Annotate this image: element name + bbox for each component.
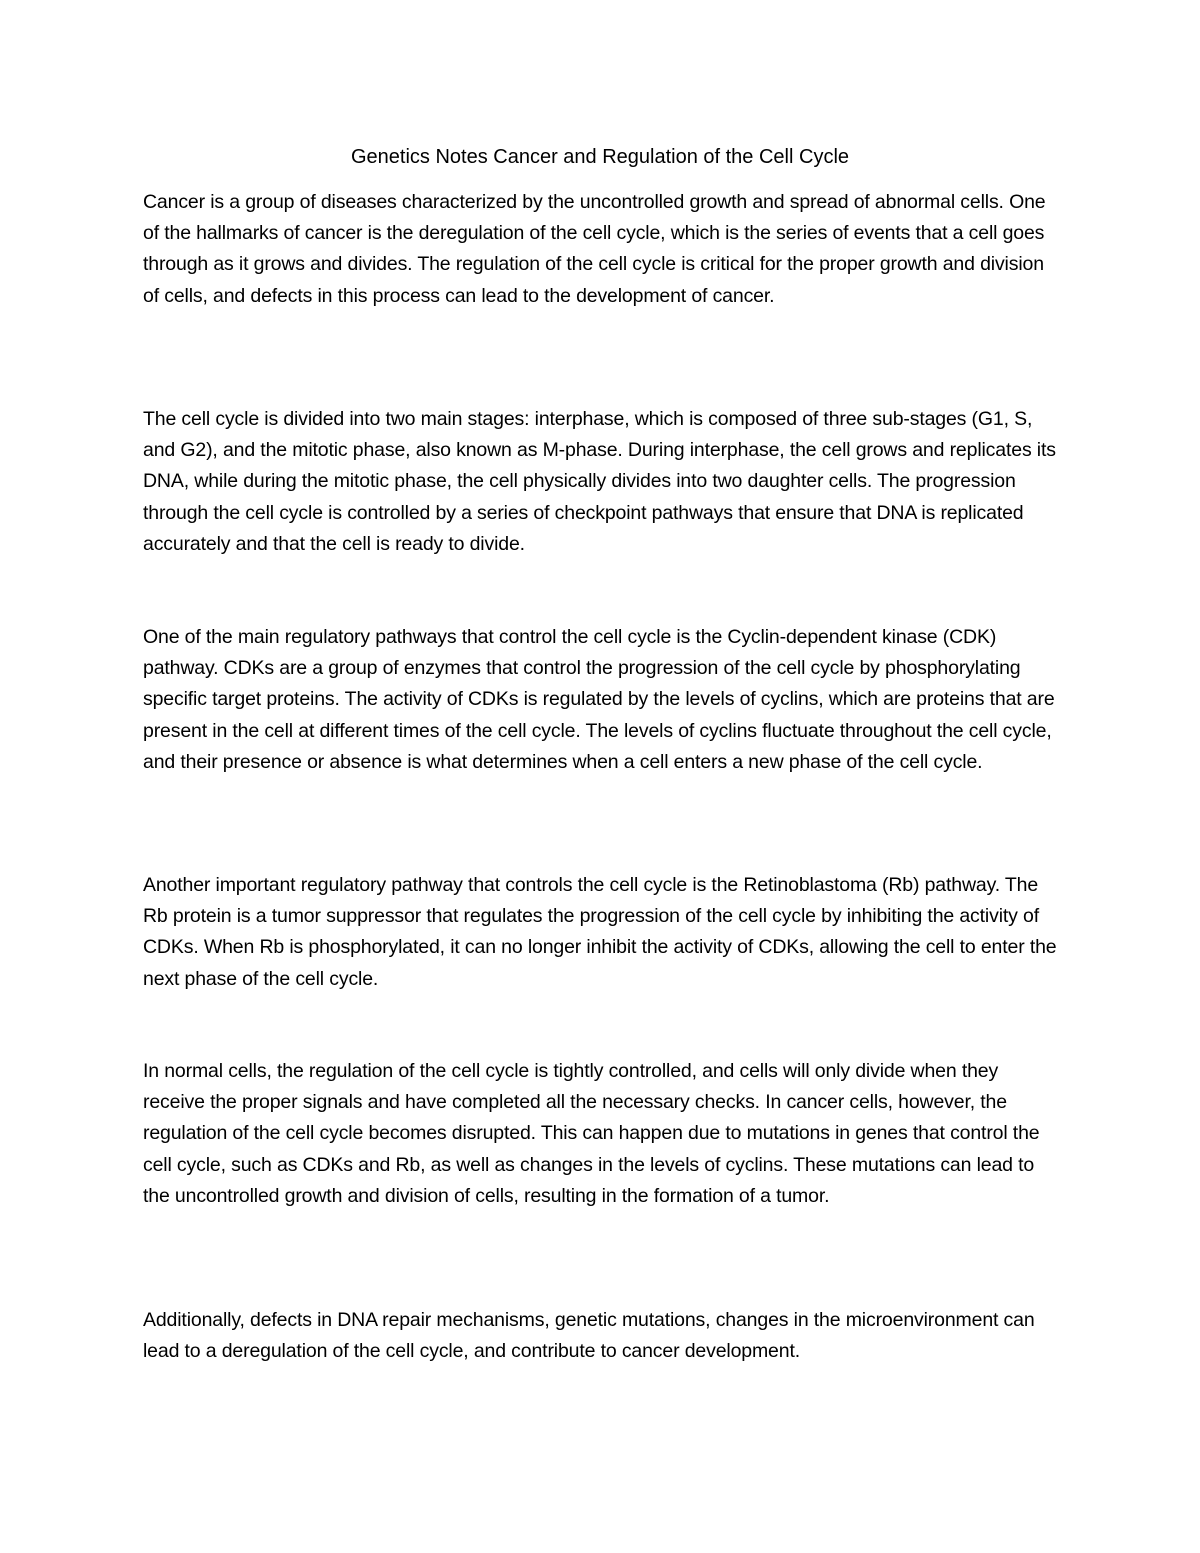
paragraph-cancer-intro: Cancer is a group of diseases characterized by the uncontrolled growth and spread of abnormal cells. One of the hallmarks of cancer is the deregulation of the cell cycle, which is the series of events that a cell goes through as it grows and divides. The regulation of the cell cycle is critical for the proper growth and division of cells, and defects in this process can lead to the development of cancer. [143, 191, 1046, 307]
paragraph-rb-pathway: Another important regulatory pathway that controls the cell cycle is the Retinoblastoma (Rb) pathway. The Rb protein is a tumor suppressor that regulates the progression of the cell cycle by inhibiting the activity of CDKs. When Rb is phosphorylated, it can no longer inhibit the activity of CDKs, allowing the cell to enter the next phase of the cell cycle. [143, 874, 1057, 990]
paragraph-dna-repair: Additionally, defects in DNA repair mechanisms, genetic mutations, changes in the microenvironment can lead to a deregulation of the cell cycle, and contribute to cancer development. [143, 1309, 1035, 1363]
paragraph-normal-vs-cancer: In normal cells, the regulation of the cell cycle is tightly controlled, and cells will only divide when they receive the proper signals and have completed all the necessary checks. In cancer cells, however, the regulation of the cell cycle becomes disrupted. This can happen due to mutations in genes that control the cell cycle, such as CDKs and Rb, as well as changes in the levels of cyclins. These mutations can lead to the uncontrolled growth and division of cells, resulting in the formation of a tumor. [143, 1060, 1040, 1207]
paragraph-cell-cycle-stages: The cell cycle is divided into two main stages: interphase, which is composed of three sub-stages (G1, S, and G2), and the mitotic phase, also known as M-phase. During interphase, the cell grows and replicates its DNA, while during the mitotic phase, the cell physically divides into two daughter cells. The progression through the cell cycle is controlled by a series of checkpoint pathways that ensure that DNA is replicated accurately and that the cell is ready to divide. [143, 408, 1056, 555]
page-title: Genetics Notes Cancer and Regulation of the Cell Cycle [350, 146, 850, 168]
paragraph-cdk-pathway: One of the main regulatory pathways that control the cell cycle is the Cyclin-dependent kinase (CDK) pathway. CDKs are a group of enzymes that control the progression of the cell cycle by phosphorylating specific target proteins. The activity of CDKs is regulated by the levels of cyclins, which are proteins that are present in the cell at different times of the cell cycle. The levels of cyclins fluctuate throughout the cell cycle, and their presence or absence is what determines when a cell enters a new phase of the cell cycle. [143, 626, 1055, 773]
